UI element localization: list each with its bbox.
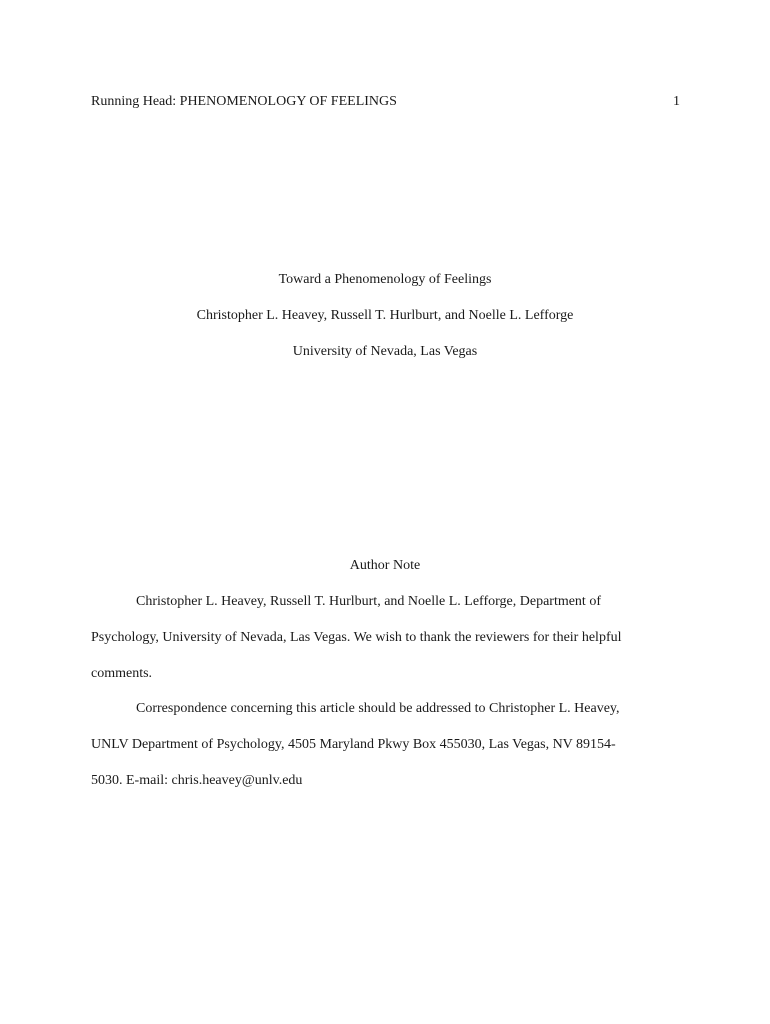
running-head: Running Head: PHENOMENOLOGY OF FEELINGS xyxy=(91,94,397,109)
paragraph-line: Psychology, University of Nevada, Las Vegas. We wish to thank the reviewers for their helpful xyxy=(91,630,622,645)
institutional-affiliation: University of Nevada, Las Vegas xyxy=(292,344,478,359)
author-note-paragraph-1 xyxy=(91,584,681,692)
paragraph-line: Christopher L. Heavey, Russell T. Hurlburt, and Noelle L. Lefforge, Department of xyxy=(136,594,601,609)
author-note-heading: Author Note xyxy=(349,558,421,573)
correspondence-paragraph xyxy=(91,691,681,799)
paragraph-line: Correspondence concerning this article should be addressed to Christopher L. Heavey, xyxy=(136,701,620,716)
paragraph-line: comments. xyxy=(91,666,153,681)
paragraph-line: UNLV Department of Psychology, 4505 Maryland Pkwy Box 455030, Las Vegas, NV 89154- xyxy=(91,737,616,752)
paragraph-line: 5030. E-mail: chris.heavey@unlv.edu xyxy=(91,773,303,788)
author-list: Christopher L. Heavey, Russell T. Hurlburt, and Noelle L. Lefforge xyxy=(196,308,574,323)
page-number: 1 xyxy=(673,94,680,109)
paper-title: Toward a Phenomenology of Feelings xyxy=(278,272,492,287)
